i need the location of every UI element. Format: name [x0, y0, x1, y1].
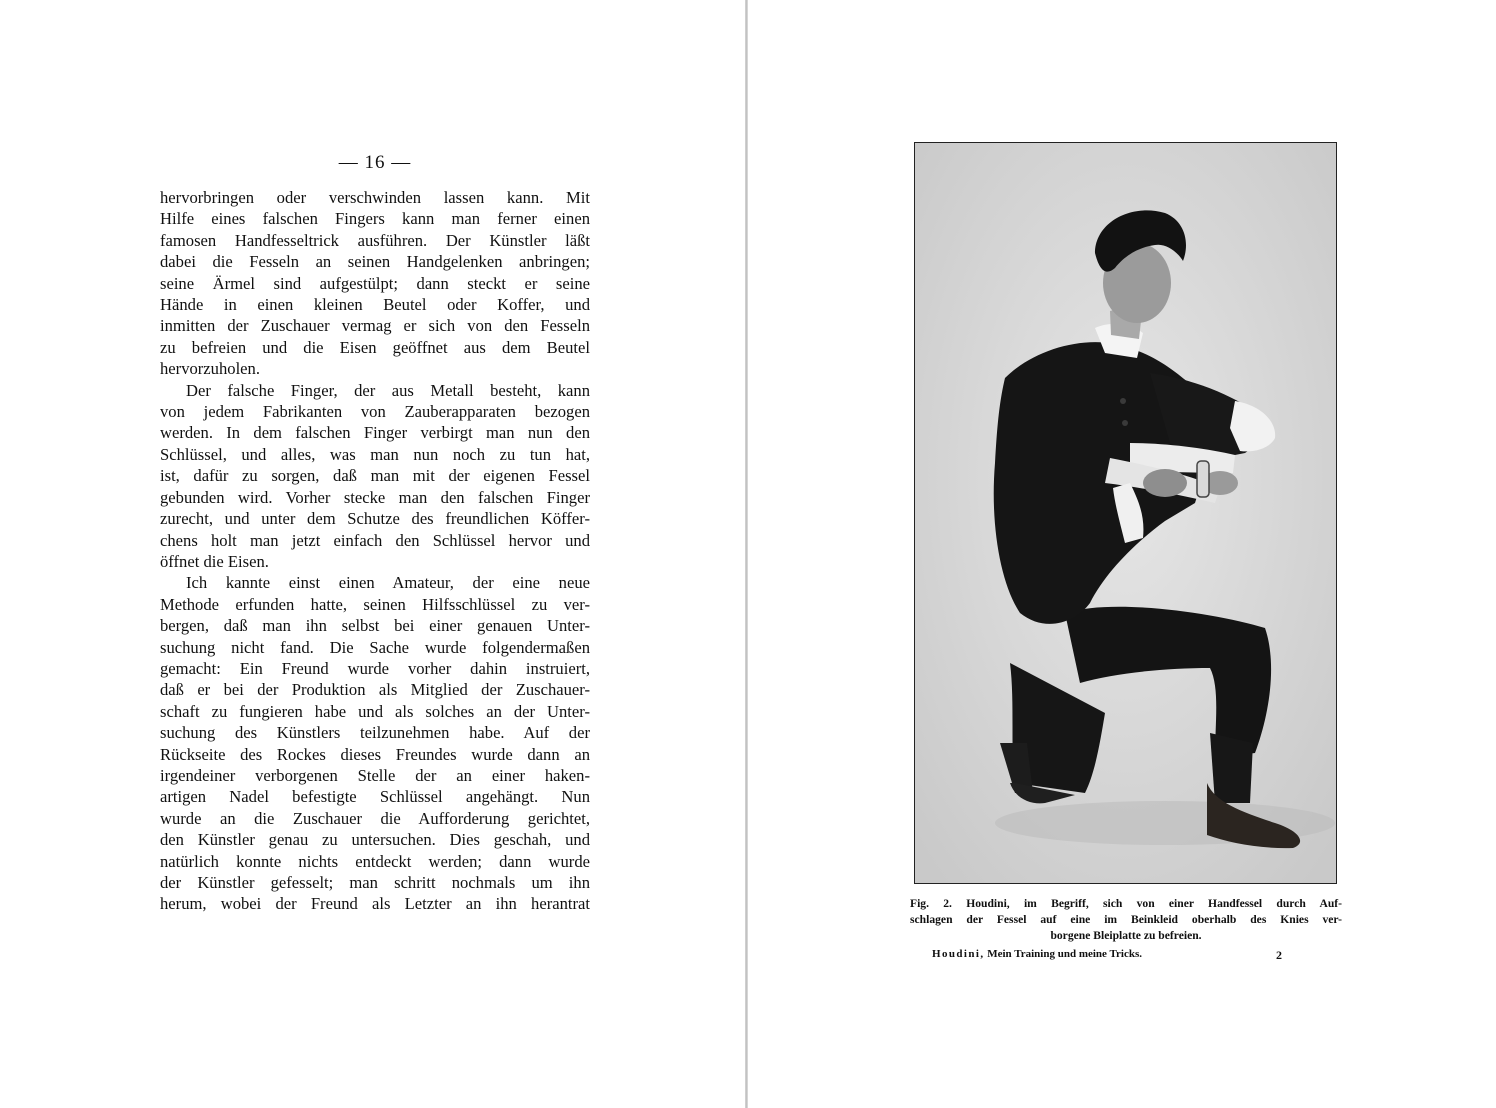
text-line: herum, wobei der Freund als Letzter an ihn herantrat — [160, 894, 590, 914]
text-line: daß er bei der Produktion als Mitglied der Zuschauer- — [160, 680, 590, 700]
photograph — [914, 142, 1337, 884]
text-line: ist, dafür zu sorgen, daß man mit der eigenen Fessel — [160, 466, 590, 486]
text-line: seine Ärmel sind aufgestülpt; dann steckt er seine — [160, 273, 590, 293]
footer-title: Mein Training und meine Tricks. — [987, 948, 1142, 960]
text-line: natürlich konnte nichts entdeckt werden; dann wurde — [160, 851, 590, 871]
text-line: suchung des Künstlers teilzunehmen habe. Auf der — [160, 723, 590, 743]
text-line: chens holt man jetzt einfach den Schlüssel hervor und — [160, 530, 590, 550]
text-line: suchung nicht fand. Die Sache wurde folgendermaßen — [160, 637, 590, 657]
signature-mark: 2 — [1276, 948, 1282, 962]
text-line: von jedem Fabrikanten von Zauberapparaten bezogen — [160, 402, 590, 422]
paragraph-2 — [160, 380, 590, 573]
text-line: den Künstler genau zu untersuchen. Dies geschah, und — [160, 830, 590, 850]
text-line: hervorbringen oder verschwinden lassen kann. Mit — [160, 188, 590, 207]
kneeling-man-photo — [915, 143, 1336, 883]
text-line: gemacht: Ein Freund wurde vorher dahin instruiert, — [160, 658, 590, 678]
figure-caption — [910, 896, 1342, 944]
text-line: Ich kannte einst einen Amateur, der eine neue — [186, 573, 590, 593]
left-page — [0, 0, 745, 1108]
text-line: Schlüssel, und alles, was man nun noch zu tun hat, — [160, 444, 590, 464]
paragraph-3 — [160, 572, 590, 915]
text-line: Rückseite des Rockes dieses Freundes wurde dann an — [160, 744, 590, 764]
text-line: zu befreien und die Eisen geöffnet aus dem Beutel — [160, 337, 590, 357]
text-line: zurecht, und unter dem Schutze des freundlichen Köffer- — [160, 509, 590, 529]
text-line: inmitten der Zuschauer vermag er sich von den Fesseln — [160, 316, 590, 336]
text-line: der Künstler gefesselt; man schritt nochmals um ihn — [160, 873, 590, 892]
text-line: famosen Handfesseltrick ausführen. Der Künstler läßt — [160, 230, 590, 250]
text-line: hervorzuholen. — [160, 359, 260, 379]
text-line: öffnet die Eisen. — [160, 551, 269, 571]
text-line: bergen, daß man ihn selbst bei einer genauen Unter- — [160, 616, 590, 636]
text-line: irgendeiner verborgenen Stelle der an einer haken- — [160, 765, 590, 785]
text-line: dabei die Fesseln an seinen Handgelenken anbringen; — [160, 252, 590, 272]
text-line: schaft zu fungieren habe und als solches an der Unter- — [160, 701, 590, 721]
text-line: werden. In dem falschen Finger verbirgt man nun den — [160, 423, 590, 443]
text-line: artigen Nadel befestigte Schlüssel angehängt. Nun — [160, 787, 590, 807]
text-line: Methode erfunden hatte, seinen Hilfsschlüssel zu ver- — [160, 594, 590, 614]
footer-author: Houdini, — [932, 948, 985, 960]
text-line: Der falsche Finger, der aus Metall besteht, kann — [186, 380, 590, 400]
caption-line: Fig. 2. Houdini, im Begriff, sich von einer Handfessel durch Auf- — [910, 897, 1342, 910]
caption-line: borgene Bleiplatte zu befreien. — [1050, 929, 1202, 942]
book-footer — [932, 948, 1282, 960]
text-line: wurde an die Zuschauer die Aufforderung gerichtet, — [160, 808, 590, 828]
text-line: gebunden wird. Vorher stecke man den falschen Finger — [160, 487, 590, 507]
text-line: Hände in einen kleinen Beutel oder Koffer, und — [160, 295, 590, 315]
caption-line: schlagen der Fessel auf eine im Beinkleid oberhalb des Knies ver- — [910, 913, 1342, 926]
paragraph-1 — [160, 187, 590, 380]
page-number: — 16 — — [338, 152, 412, 173]
body-text — [160, 187, 590, 915]
text-line: Hilfe eines falschen Fingers kann man ferner einen — [160, 209, 590, 229]
